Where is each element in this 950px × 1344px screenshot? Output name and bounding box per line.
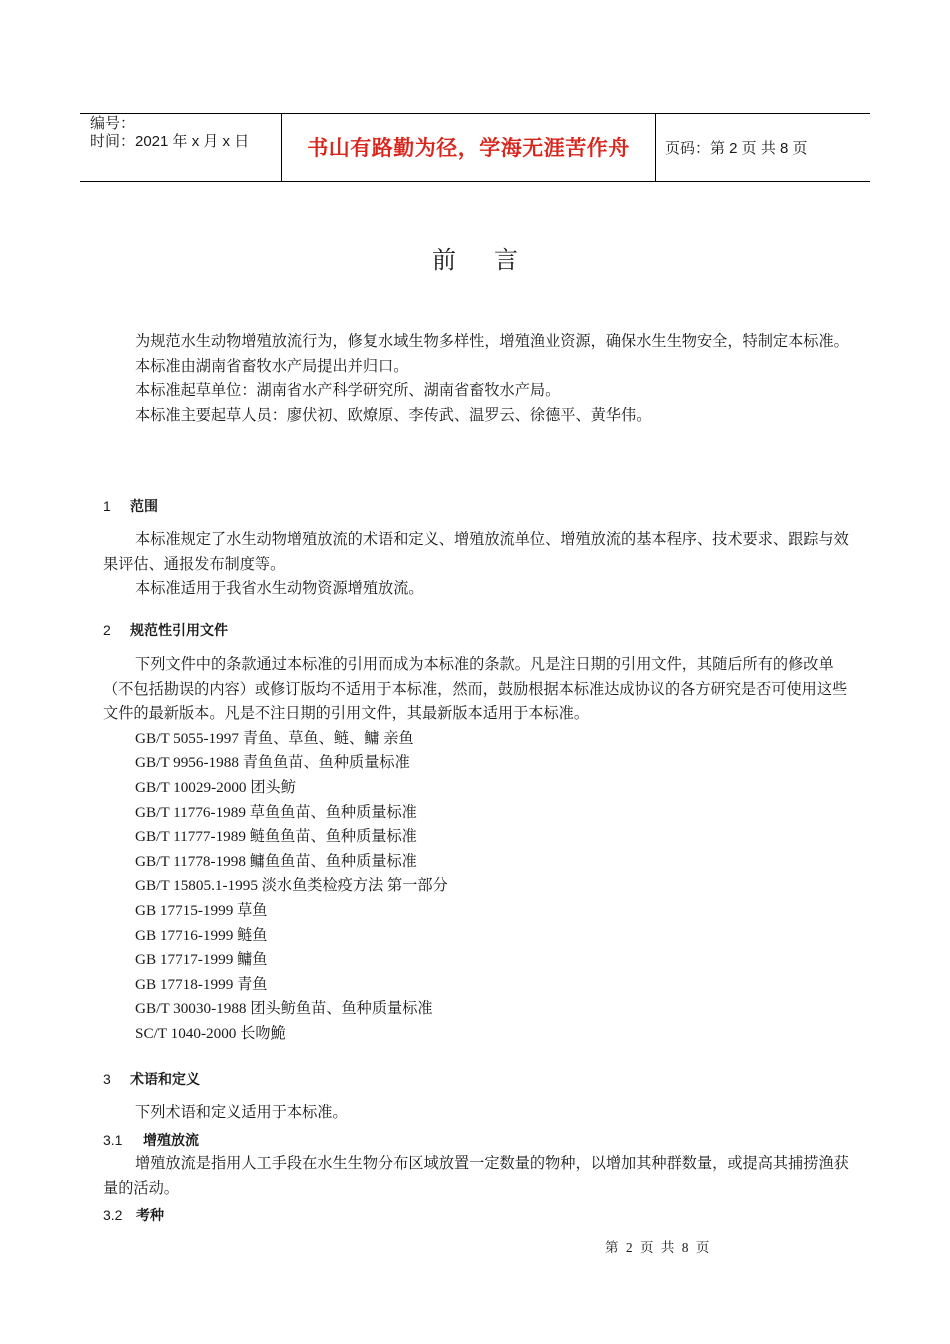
reference-item: GB/T 5055-1997 青鱼、草鱼、鲢、鳙 亲鱼 [135,729,414,747]
header-meta [90,115,249,151]
section-3-intro [103,1101,851,1126]
section-3-1-title: 增殖放流 [143,1132,199,1148]
preface-paragraph: 本标准主要起草人员：廖伏初、欧燎原、李传武、温罗云、徐德平、黄华伟。 [135,406,652,424]
preface-paragraph: 本标准起草单位：湖南省水产科学研究所、湖南省畜牧水产局。 [135,382,561,400]
section-3-2-number: 3.2 [103,1207,123,1223]
section-2-number: 2 [103,622,111,638]
section-1-number: 1 [103,498,111,514]
section-1-title: 范围 [130,498,158,514]
section-1-paragraph: 本标准适用于我省水生动物资源增殖放流。 [135,580,424,598]
header-bottom-rule [80,181,870,182]
section-2-title: 规范性引用文件 [130,622,228,638]
reference-item: GB/T 11776-1989 草鱼鱼苗、鱼种质量标准 [135,803,417,821]
reference-item: GB/T 10029-2000 团头鲂 [135,778,296,796]
header-page-info: 页码：第 2 页 共 8 页 [665,139,808,157]
section-3-number: 3 [103,1071,111,1087]
section-3-title: 术语和定义 [130,1071,200,1087]
reference-item: SC/T 1040-2000 长吻鮠 [135,1024,286,1042]
section-2-body [103,653,851,1047]
reference-item: GB 17716-1999 鲢鱼 [135,926,268,944]
section-1-heading [103,496,158,516]
section-2-intro: 下列文件中的条款通过本标准的引用而成为本标准的条款。凡是注日期的引用文件，其随后所有的修改单（不包括勘误的内容）或修订版均不适用于本标准，然而，鼓励根据本标准达成协议的各方研究是否可使用这些文件的最新版本。凡是不注日期的引用文件，其最新版本适用于本标准。 [103,656,848,723]
section-3-1-heading [103,1130,199,1150]
reference-item: GB/T 11777-1989 鲢鱼鱼苗、鱼种质量标准 [135,828,417,846]
reference-item: GB 17717-1999 鳙鱼 [135,951,268,969]
header-motto: 书山有路勤为径，学海无涯苦作舟 [307,137,630,160]
preface-paragraph: 为规范水生动物增殖放流行为，修复水域生物多样性，增殖渔业资源，确保水生生物安全，特制定本标准。 [135,333,849,350]
preface-paragraph: 本标准由湖南省畜牧水产局提出并归口。 [135,357,409,375]
reference-item: GB 17715-1999 草鱼 [135,901,268,919]
section-3-2-title: 考种 [136,1207,164,1223]
reference-item: GB/T 30030-1988 团头鲂鱼苗、鱼种质量标准 [135,1000,433,1018]
section-3-1-number: 3.1 [103,1132,123,1148]
header-number-label: 编号： [90,115,136,132]
reference-item: GB/T 11778-1998 鳙鱼鱼苗、鱼种质量标准 [135,852,417,870]
reference-item: GB/T 15805.1-1995 淡水鱼类检疫方法 第一部分 [135,877,448,895]
preface [103,330,851,428]
section-3-2-heading [103,1205,164,1225]
reference-item: GB/T 9956-1988 青鱼鱼苗、鱼种质量标准 [135,754,410,772]
header-divider-right [655,113,656,182]
section-3-heading [103,1069,200,1089]
section-3-1-body [103,1152,851,1201]
section-1-body [103,528,851,602]
header-date-label: 时间：2021 年 x 月 x 日 [90,133,250,150]
section-2-heading [103,620,228,640]
section-3-1-text: 增殖放流是指用人工手段在水生生物分布区域放置一定数量的物种，以增加其种群数量，或提高其捕捞渔获量的活动。 [103,1155,849,1197]
page-footer: 第 2 页 共 8 页 [605,1240,710,1255]
section-1-paragraph: 本标准规定了水生动物增殖放流的术语和定义、增殖放流单位、增殖放流的基本程序、技术要求、跟踪与效果评估、通报发布制度等。 [103,531,849,573]
page-title: 前言 [432,247,556,274]
reference-item: GB 17718-1999 青鱼 [135,975,268,993]
section-3-intro-text: 下列术语和定义适用于本标准。 [135,1104,348,1121]
